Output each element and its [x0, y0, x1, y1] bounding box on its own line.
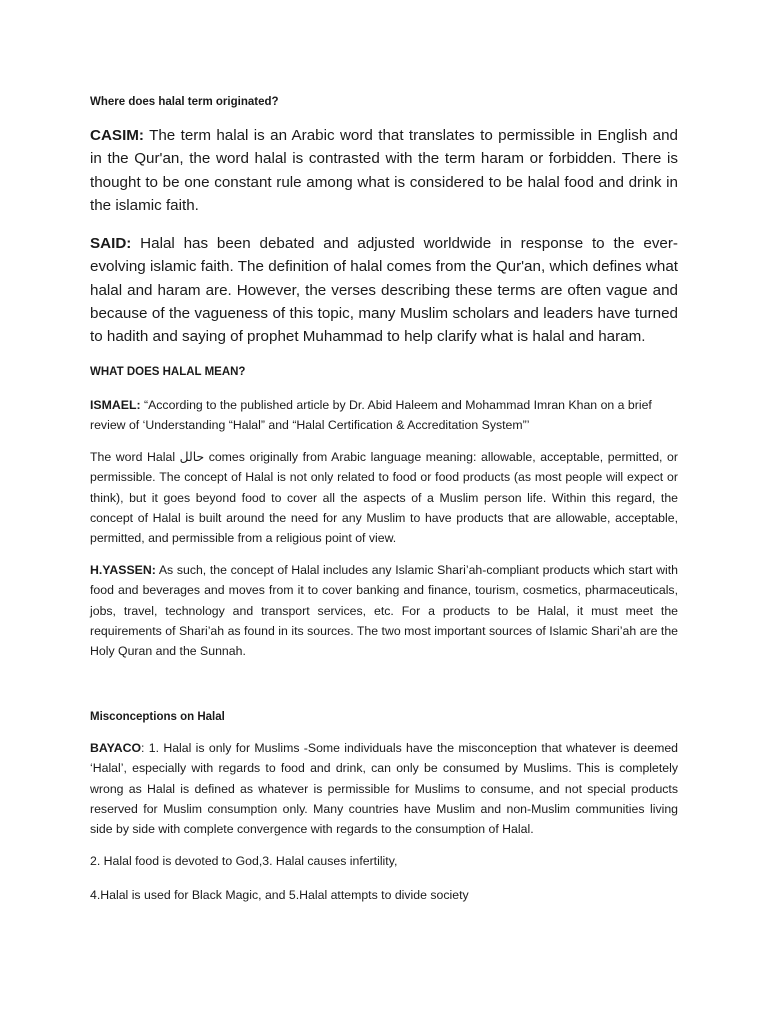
speaker-bayaco: BAYACO: [90, 741, 142, 755]
speaker-ismael: ISMAEL:: [90, 398, 141, 412]
paragraph-point-4: 4.Halal is used for Black Magic, and 5.Halal attempts to divide society: [90, 888, 469, 902]
speaker-casim: CASIM:: [90, 127, 144, 144]
bayaco-text: : 1. Halal is only for Muslims -Some individuals have the misconception that whatever is deemed ‘Halal’, especially with regards to food and drink, can only be consumed by Muslims. This is completely wrong as Halal is defined as whatever is permissible for Muslims to consume, and not special products reserved for Muslim consumption only. Many countries have Muslim and non-Muslim communities living side by side with complete convergence with regards to the consumption of Halal.: [90, 741, 678, 837]
paragraph-casim: [90, 124, 678, 217]
hyassen-text: As such, the concept of Halal includes any Islamic Shari’ah-compliant products which start with food and beverages and moves from it to cover banking and finance, tourism, cosmetics, pharmaceuticals, jobs, travel, technology and transport services, etc. For a products to be Halal, it must meet the requirements of Shari’ah as found in its sources. The two most important sources of Islamic Shari’ah are the Holy Quran and the Sunnah.: [90, 563, 678, 659]
casim-text: The term halal is an Arabic word that translates to permissible in English and in the Qur'an, the word halal is contrasted with the term haram or forbidden. There is thought to be one constant rule among what is considered to be halal food and drink in the islamic faith.: [90, 127, 678, 214]
heading-origin: Where does halal term originated?: [90, 96, 279, 108]
paragraph-bayaco: [90, 738, 678, 839]
heading-misconceptions: Misconceptions on Halal: [90, 711, 225, 723]
heading-meaning: WHAT DOES HALAL MEAN?: [90, 366, 246, 378]
said-text: Halal has been debated and adjusted worldwide in response to the ever-evolving islamic faith. The definition of halal comes from the Qur'an, which defines what halal and haram are. However, the verses describing these terms are often vague and because of the vagueness of this topic, many Muslim scholars and leaders have turned to hadith and saying of prophet Muhammad to help clarify what is halal and haram.: [90, 235, 678, 346]
paragraph-ismael: [90, 395, 678, 436]
paragraph-hyassen: [90, 560, 678, 661]
speaker-said: SAID:: [90, 235, 132, 252]
speaker-hyassen: H.YASSEN:: [90, 563, 156, 577]
paragraph-word-halal: The word Halal حالل comes originally from Arabic language meaning: allowable, acceptable, permitted, or permissible. The concept of Halal is not only related to food or food products (as most people will expect or think), but it goes beyond food to cover all the aspects of a Muslim person life. Within this regard, the concept of Halal is built around the need for any Muslim to have products that are allowable, acceptable, permitted, and permissible from a religious point of view.: [90, 450, 678, 546]
ismael-text: “According to the published article by Dr. Abid Haleem and Mohammad Imran Khan on a brief review of ‘Understanding “Halal” and “Halal Certification & Accreditation System”’: [90, 398, 652, 433]
paragraph-point-2: 2. Halal food is devoted to God,3. Halal causes infertility,: [90, 854, 398, 868]
paragraph-said: [90, 232, 678, 348]
